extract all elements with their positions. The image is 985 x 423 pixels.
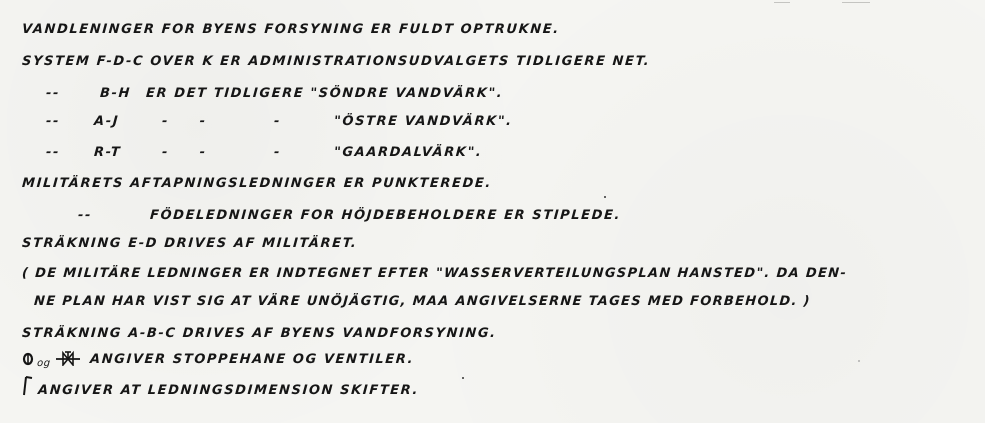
legend-line-2: SYSTEM F-D-C OVER K ER ADMINISTRATIONSUDVALGETS TIDLIGERE NET. xyxy=(21,54,651,69)
scan-speck xyxy=(462,377,464,379)
og-word: og xyxy=(36,358,51,369)
system-code: A-J xyxy=(93,114,120,129)
scan-speck xyxy=(604,196,606,198)
legend-line-13-text: ANGIVER AT LEDNINGSDIMENSION SKIFTER. xyxy=(37,383,420,398)
stop-valve-icon xyxy=(22,352,34,366)
ditto-mark: -- xyxy=(45,145,61,160)
ditto-dashes: - - - xyxy=(161,114,282,129)
legend-line-4-text: "ÖSTRE VANDVÄRK". xyxy=(333,114,514,129)
legend-line-9: ( DE MILITÄRE LEDNINGER ER INDTEGNET EFTER "WASSERVERTEILUNGSPLAN HANSTED". DA DEN- xyxy=(21,266,848,281)
legend-line-7-text: FÖDELEDNINGER FOR HÖJDEBEHOLDERE ER STIPLEDE. xyxy=(149,208,622,223)
valve-icon xyxy=(55,350,81,366)
ditto-mark: -- xyxy=(77,208,93,223)
legend-line-8: STRÄKNING E-D DRIVES AF MILITÄRET. xyxy=(21,236,358,251)
legend-line-12-text: ANGIVER STOPPEHANE OG VENTILER. xyxy=(89,352,415,367)
legend-line-3-text: ER DET TIDLIGERE "SÖNDRE VANDVÄRK". xyxy=(145,86,504,101)
ditto-dashes: - - - xyxy=(161,145,282,160)
system-code: B-H xyxy=(99,86,132,101)
scan-speck xyxy=(774,2,790,3)
legend-line-10: NE PLAN HAR VIST SIG AT VÄRE UNÖJÄGTIG, MAA ANGIVELSERNE TAGES MED FORBEHOLD. ) xyxy=(33,294,812,309)
dimension-change-icon xyxy=(20,374,34,396)
ditto-mark: -- xyxy=(45,86,61,101)
system-code: R-T xyxy=(93,145,122,160)
ditto-mark: -- xyxy=(45,114,61,129)
legend-line-6: MILITÄRETS AFTAPNINGSLEDNINGER ER PUNKTEREDE. xyxy=(21,176,493,191)
legend-line-11: STRÄKNING A-B-C DRIVES AF BYENS VANDFORSYNING. xyxy=(21,326,498,341)
legend-line-5-text: "GAARDALVÄRK". xyxy=(333,145,483,160)
scan-speck xyxy=(858,360,860,362)
scan-speck xyxy=(842,2,870,3)
legend-line-1: VANDLENINGER FOR BYENS FORSYNING ER FULDT OPTRUKNE. xyxy=(21,22,561,37)
